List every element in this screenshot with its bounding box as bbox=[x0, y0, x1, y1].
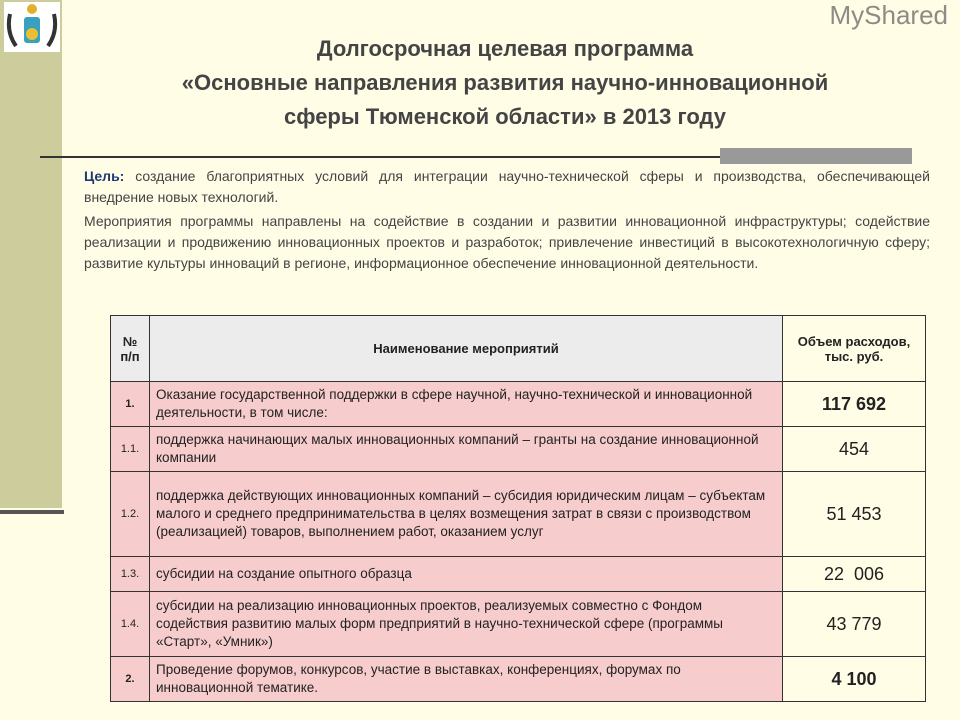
side-band-line bbox=[0, 510, 64, 514]
table-row: 1.3. субсидии на создание опытного образца 22 006 bbox=[111, 557, 926, 592]
table-header: № п/п Наименование мероприятий Объем расходов, тыс. руб. bbox=[111, 316, 926, 382]
divider-accent bbox=[720, 148, 912, 164]
description-paragraph: Мероприятия программы направлены на содействие в создании и развитии инновационной инфраструктуры; содействие реализации и продвижению инновационных проектов и разработок; привлечение инвестиций в высокотехнологичную сферу; развитие культуры инноваций в регионе, информационное обеспечение инновационной деятельности. bbox=[84, 213, 930, 271]
table-row: 2. Проведение форумов, конкурсов, участие в выставках, конференциях, форумах по инновационной тематике. 4 100 bbox=[111, 657, 926, 702]
table-row: 1.2. поддержка действующих инновационных компаний – субсидия юридическим лицам – субъектам малого и среднего предпринимательства в целях возмещения затрат в связи с производством (реализацией) товаров, выполнением работ, оказанием услуг 51 453 bbox=[111, 472, 926, 557]
table-row: 1. Оказание государственной поддержки в сфере научной, научно-технической и инновационной деятельности, в том числе: 117 692 bbox=[111, 382, 926, 427]
table-row: 1.1. поддержка начинающих малых инновационных компаний – гранты на создание инновационной компании 454 bbox=[111, 427, 926, 472]
side-band bbox=[0, 0, 62, 508]
coat-of-arms-logo bbox=[4, 2, 60, 52]
goal-paragraph: Цель: создание благоприятных условий для интеграции научно-технической сферы и производства, обеспечивающей внедрение новых технологий. bbox=[84, 168, 930, 205]
table-row: 1.4. субсидии на реализацию инновационных проектов, реализуемых совместно с Фондом содействия развитию малых форм предприятий в научно-технической сфере (программы «Старт», «Умник») 43 779 bbox=[111, 592, 926, 657]
page-title: Долгосрочная целевая программа «Основные направления развития научно-инновационной сферы Тюменской области» в 2013 году bbox=[181, 36, 829, 129]
watermark: MyShared bbox=[829, 0, 948, 30]
activities-table bbox=[110, 315, 926, 702]
